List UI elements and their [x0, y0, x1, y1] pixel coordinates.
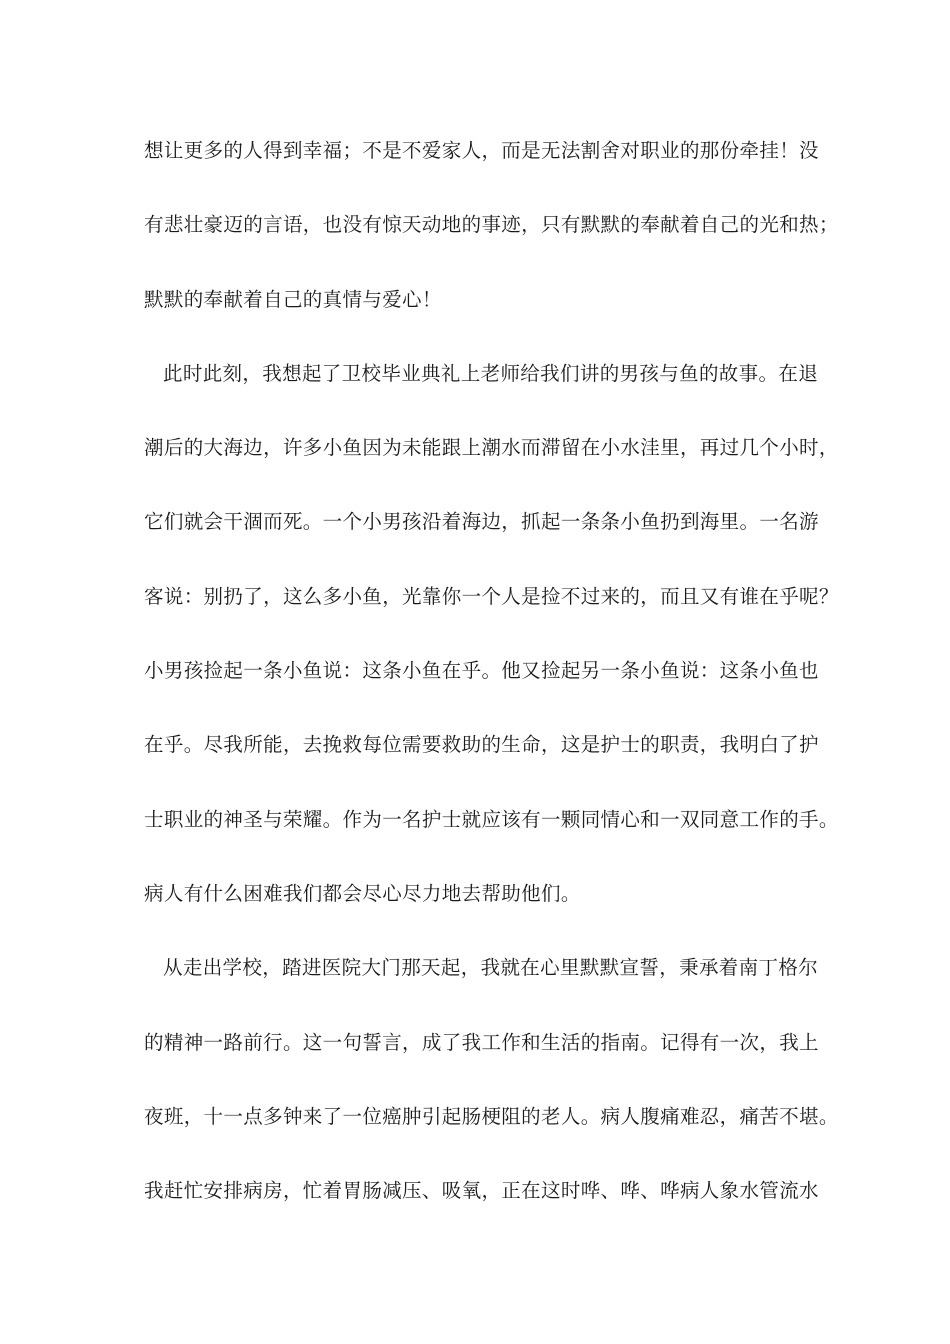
text-line: 夜班，十一点多钟来了一位癌肿引起肠梗阻的老人。病人腹痛难忍，痛苦不堪。	[144, 1104, 839, 1128]
text-line: 在乎。尽我所能，去挽救每位需要救助的生命，这是护士的职责，我明白了护	[144, 733, 819, 757]
text-line: 潮后的大海边，许多小鱼因为未能跟上潮水而滞留在小水洼里，再过几个小时，	[144, 436, 839, 460]
paragraph-start-line: 从走出学校，踏进医院大门那天起，我就在心里默默宣誓，秉承着南丁格尔	[163, 956, 819, 980]
text-line: 病人有什么困难我们都会尽心尽力地去帮助他们。	[144, 881, 581, 905]
text-line: 默默的奉献着自己的真情与爱心！	[144, 287, 442, 311]
text-line: 有悲壮豪迈的言语，也没有惊天动地的事迹，只有默默的奉献着自己的光和热；	[144, 213, 839, 237]
text-line: 士职业的神圣与荣耀。作为一名护士就应该有一颗同情心和一双同意工作的手。	[144, 807, 839, 831]
body-text	[144, 131, 839, 1245]
text-line: 我赶忙安排病房，忙着胃肠减压、吸氧，正在这时哗、哗、哗病人象水管流水	[144, 1179, 819, 1203]
text-line: 客说：别扔了，这么多小鱼，光靠你一个人是捡不过来的，而且又有谁在乎呢？	[144, 584, 839, 608]
text-line: 它们就会干涸而死。一个小男孩沿着海边，抓起一条条小鱼扔到海里。一名游	[144, 510, 819, 534]
paragraph-start-line: 此时此刻，我想起了卫校毕业典礼上老师给我们讲的男孩与鱼的故事。在退	[163, 361, 819, 385]
text-line: 的精神一路前行。这一句誓言，成了我工作和生活的指南。记得有一次，我上	[144, 1030, 819, 1054]
text-line: 想让更多的人得到幸福；不是不爱家人，而是无法割舍对职业的那份牵挂！没	[144, 139, 819, 162]
text-line: 小男孩捡起一条小鱼说：这条小鱼在乎。他又捡起另一条小鱼说：这条小鱼也	[144, 659, 819, 683]
